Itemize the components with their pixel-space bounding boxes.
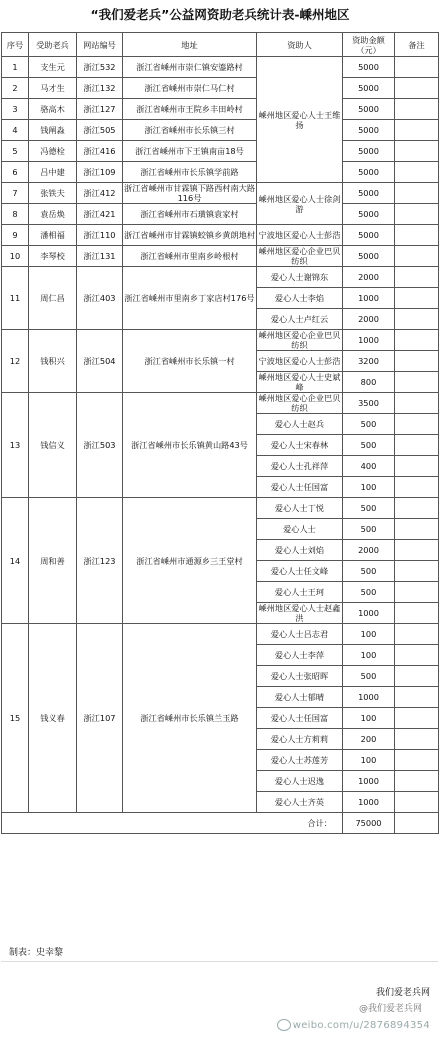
amount: 3500	[343, 393, 395, 414]
veteran-name: 钱阐淼	[29, 120, 77, 141]
veteran-name: 钱义春	[29, 624, 77, 813]
donor: 嵊州地区爱心人士赵鑫洪	[257, 603, 343, 624]
amount: 500	[343, 519, 395, 540]
veteran-name: 李琴校	[29, 246, 77, 267]
amount: 500	[343, 414, 395, 435]
remark	[395, 351, 439, 372]
donor: 爱心人士王珂	[257, 582, 343, 603]
address: 浙江省嵊州市长乐镇兰玉路	[123, 624, 257, 813]
donor: 爱心人士赵兵	[257, 414, 343, 435]
site-code: 浙江421	[77, 204, 123, 225]
row-number: 8	[2, 204, 29, 225]
remark	[395, 57, 439, 78]
column-header: 资助金额（元）	[343, 33, 395, 57]
donor: 爱心人士丁悦	[257, 498, 343, 519]
site-code: 浙江416	[77, 141, 123, 162]
donor: 爱心人士苏莲芳	[257, 750, 343, 771]
site-code: 浙江132	[77, 78, 123, 99]
donor: 宁波地区爱心人士彭浩	[257, 351, 343, 372]
column-header: 备注	[395, 33, 439, 57]
donor: 爱心人士谢锦东	[257, 267, 343, 288]
donor: 爱心人士	[257, 519, 343, 540]
table-row	[2, 330, 439, 351]
address: 浙江省嵊州市通源乡三王堂村	[123, 498, 257, 624]
table-row	[2, 99, 439, 120]
weibo-watermark	[277, 1019, 430, 1031]
address: 浙江省嵊州市下王镇南亩18号	[123, 141, 257, 162]
amount: 1000	[343, 687, 395, 708]
remark	[395, 309, 439, 330]
site-code: 浙江505	[77, 120, 123, 141]
remark	[395, 246, 439, 267]
amount: 500	[343, 561, 395, 582]
donor: 爱心人士郁晴	[257, 687, 343, 708]
remark	[395, 330, 439, 351]
row-number: 9	[2, 225, 29, 246]
amount: 100	[343, 477, 395, 498]
total-label: 合计：	[2, 813, 343, 834]
amount: 5000	[343, 141, 395, 162]
site-code: 浙江532	[77, 57, 123, 78]
remark	[395, 519, 439, 540]
table-row	[2, 267, 439, 288]
veteran-name: 吕中建	[29, 162, 77, 183]
donor: 爱心人士吕志君	[257, 624, 343, 645]
table-footer	[1, 941, 438, 1040]
table-row	[2, 624, 439, 645]
table-row	[2, 57, 439, 78]
address: 浙江省嵊州市崇仁镇安鎏路村	[123, 57, 257, 78]
address: 浙江省嵊州市崇仁马仁村	[123, 78, 257, 99]
veteran-name: 袁岳焕	[29, 204, 77, 225]
remark	[395, 225, 439, 246]
address: 浙江省嵊州市石璜镇袁家村	[123, 204, 257, 225]
row-number: 12	[2, 330, 29, 393]
column-header: 受助老兵	[29, 33, 77, 57]
site-code: 浙江109	[77, 162, 123, 183]
veteran-name: 潘相福	[29, 225, 77, 246]
amount: 1000	[343, 330, 395, 351]
donor: 爱心人士宋春林	[257, 435, 343, 456]
table-row	[2, 498, 439, 519]
remark	[395, 624, 439, 645]
site-code: 浙江403	[77, 267, 123, 330]
remark	[395, 141, 439, 162]
amount: 1000	[343, 792, 395, 813]
donor: 爱心人士迟逸	[257, 771, 343, 792]
donor: 爱心人士张昭晖	[257, 666, 343, 687]
amount: 5000	[343, 99, 395, 120]
donor: 爱心人士孔祥萍	[257, 456, 343, 477]
amount: 5000	[343, 162, 395, 183]
row-number: 7	[2, 183, 29, 204]
donor: 嵊州地区爱心人士王维扬	[257, 57, 343, 183]
table-title: “我们爱老兵”公益网资助老兵统计表-嵊州地区	[90, 7, 350, 22]
remark	[395, 603, 439, 624]
address: 浙江省嵊州市里南乡岭根村	[123, 246, 257, 267]
site-code: 浙江131	[77, 246, 123, 267]
amount: 100	[343, 750, 395, 771]
remark	[395, 393, 439, 414]
site-code: 浙江123	[77, 498, 123, 624]
amount: 5000	[343, 57, 395, 78]
veteran-name: 钱信义	[29, 393, 77, 498]
remark	[395, 582, 439, 603]
address: 浙江省嵊州市长乐镇黄山路43号	[123, 393, 257, 498]
veteran-name: 支生元	[29, 57, 77, 78]
donor: 嵊州地区爱心企业巴贝纺织	[257, 246, 343, 267]
remark	[395, 414, 439, 435]
veteran-name: 骆高木	[29, 99, 77, 120]
remark	[395, 288, 439, 309]
donor: 爱心人士任国富	[257, 708, 343, 729]
remark	[395, 78, 439, 99]
column-header: 序号	[2, 33, 29, 57]
site-code: 浙江127	[77, 99, 123, 120]
remark	[395, 120, 439, 141]
table-row	[2, 393, 439, 414]
weibo-logo-icon	[277, 1019, 291, 1031]
address: 浙江省嵊州市里南乡丁家店村176号	[123, 267, 257, 330]
remark	[395, 204, 439, 225]
remark	[395, 729, 439, 750]
row-number: 4	[2, 120, 29, 141]
table-row	[2, 246, 439, 267]
amount: 500	[343, 498, 395, 519]
site-code: 浙江504	[77, 330, 123, 393]
remark	[395, 666, 439, 687]
address: 浙江省嵊州市甘霖镇蛟镇乡黄朗地村	[123, 225, 257, 246]
amount: 5000	[343, 246, 395, 267]
amount: 100	[343, 645, 395, 666]
remark	[395, 771, 439, 792]
donor: 爱心人士李焰	[257, 288, 343, 309]
amount: 2000	[343, 267, 395, 288]
veteran-name: 张铁夫	[29, 183, 77, 204]
remark	[395, 498, 439, 519]
table-row	[2, 204, 439, 225]
table-row	[2, 78, 439, 99]
amount: 800	[343, 372, 395, 393]
donor: 嵊州地区爱心企业巴贝纺织	[257, 393, 343, 414]
donor: 爱心人士刘焰	[257, 540, 343, 561]
column-header: 网站编号	[77, 33, 123, 57]
total-amount: 75000	[343, 813, 395, 834]
row-number: 10	[2, 246, 29, 267]
amount: 5000	[343, 120, 395, 141]
veteran-name: 周仁昌	[29, 267, 77, 330]
address: 浙江省嵊州市王院乡丰田岭村	[123, 99, 257, 120]
amount: 1000	[343, 603, 395, 624]
amount: 500	[343, 435, 395, 456]
donor: 爱心人士齐英	[257, 792, 343, 813]
amount: 1000	[343, 771, 395, 792]
remark	[395, 267, 439, 288]
amount: 3200	[343, 351, 395, 372]
table-row	[2, 162, 439, 183]
table-row	[2, 183, 439, 204]
remark	[395, 561, 439, 582]
donor: 爱心人士任国富	[257, 477, 343, 498]
remark	[395, 456, 439, 477]
table-row	[2, 141, 439, 162]
row-number: 6	[2, 162, 29, 183]
funding-table	[1, 32, 439, 834]
veteran-name: 马才生	[29, 78, 77, 99]
veteran-name: 周和善	[29, 498, 77, 624]
amount: 100	[343, 708, 395, 729]
divider	[1, 961, 438, 962]
amount: 5000	[343, 204, 395, 225]
site-code: 浙江412	[77, 183, 123, 204]
site-code: 浙江110	[77, 225, 123, 246]
site-code: 浙江503	[77, 393, 123, 498]
table-row	[2, 225, 439, 246]
remark	[395, 708, 439, 729]
remark	[395, 183, 439, 204]
donor: 嵊州地区爱心企业巴贝纺织	[257, 330, 343, 351]
amount: 5000	[343, 225, 395, 246]
remark	[395, 162, 439, 183]
row-number: 13	[2, 393, 29, 498]
veteran-name: 冯德栓	[29, 141, 77, 162]
address: 浙江省嵊州市长乐镇三村	[123, 120, 257, 141]
column-header: 地址	[123, 33, 257, 57]
donor: 爱心人士方莉莉	[257, 729, 343, 750]
donor: 爱心人士李萍	[257, 645, 343, 666]
column-header: 资助人	[257, 33, 343, 57]
remark	[395, 372, 439, 393]
weibo-url: weibo.com/u/2876894354	[292, 1020, 430, 1031]
address: 浙江省嵊州市长乐镇一村	[123, 330, 257, 393]
donor: 宁波地区爱心人士彭浩	[257, 225, 343, 246]
table-maker: 制表：史幸黎	[9, 948, 64, 958]
remark	[395, 792, 439, 813]
veteran-name: 钱积兴	[29, 330, 77, 393]
row-number: 11	[2, 267, 29, 330]
amount: 500	[343, 666, 395, 687]
remark	[395, 645, 439, 666]
donor: 嵊州地区爱心人士徐剑游	[257, 183, 343, 225]
address: 浙江省嵊州市长乐镇学前路	[123, 162, 257, 183]
row-number: 3	[2, 99, 29, 120]
donor: 爱心人士任文峰	[257, 561, 343, 582]
remark	[395, 750, 439, 771]
row-number: 15	[2, 624, 29, 813]
amount: 100	[343, 624, 395, 645]
amount: 400	[343, 456, 395, 477]
table-row	[2, 120, 439, 141]
donor: 嵊州地区爱心人士史斌峰	[257, 372, 343, 393]
address: 浙江省嵊州市甘霖镇下路西村南大路116号	[124, 183, 256, 203]
row-number: 1	[2, 57, 29, 78]
remark	[395, 687, 439, 708]
row-number: 14	[2, 498, 29, 624]
remark	[395, 540, 439, 561]
amount: 2000	[343, 540, 395, 561]
site-code: 浙江107	[77, 624, 123, 813]
total-row	[2, 813, 439, 834]
remark	[395, 435, 439, 456]
amount: 500	[343, 582, 395, 603]
amount: 5000	[343, 183, 395, 204]
amount: 1000	[343, 288, 395, 309]
amount: 2000	[343, 309, 395, 330]
remark	[395, 813, 439, 834]
watermark-handle: @我们爱老兵网	[358, 1004, 422, 1014]
amount: 5000	[343, 78, 395, 99]
donor: 爱心人士卢红云	[257, 309, 343, 330]
remark	[395, 477, 439, 498]
organization-name: 我们爱老兵网	[375, 988, 430, 998]
header-row	[2, 33, 439, 57]
row-number: 2	[2, 78, 29, 99]
amount: 200	[343, 729, 395, 750]
row-number: 5	[2, 141, 29, 162]
remark	[395, 99, 439, 120]
